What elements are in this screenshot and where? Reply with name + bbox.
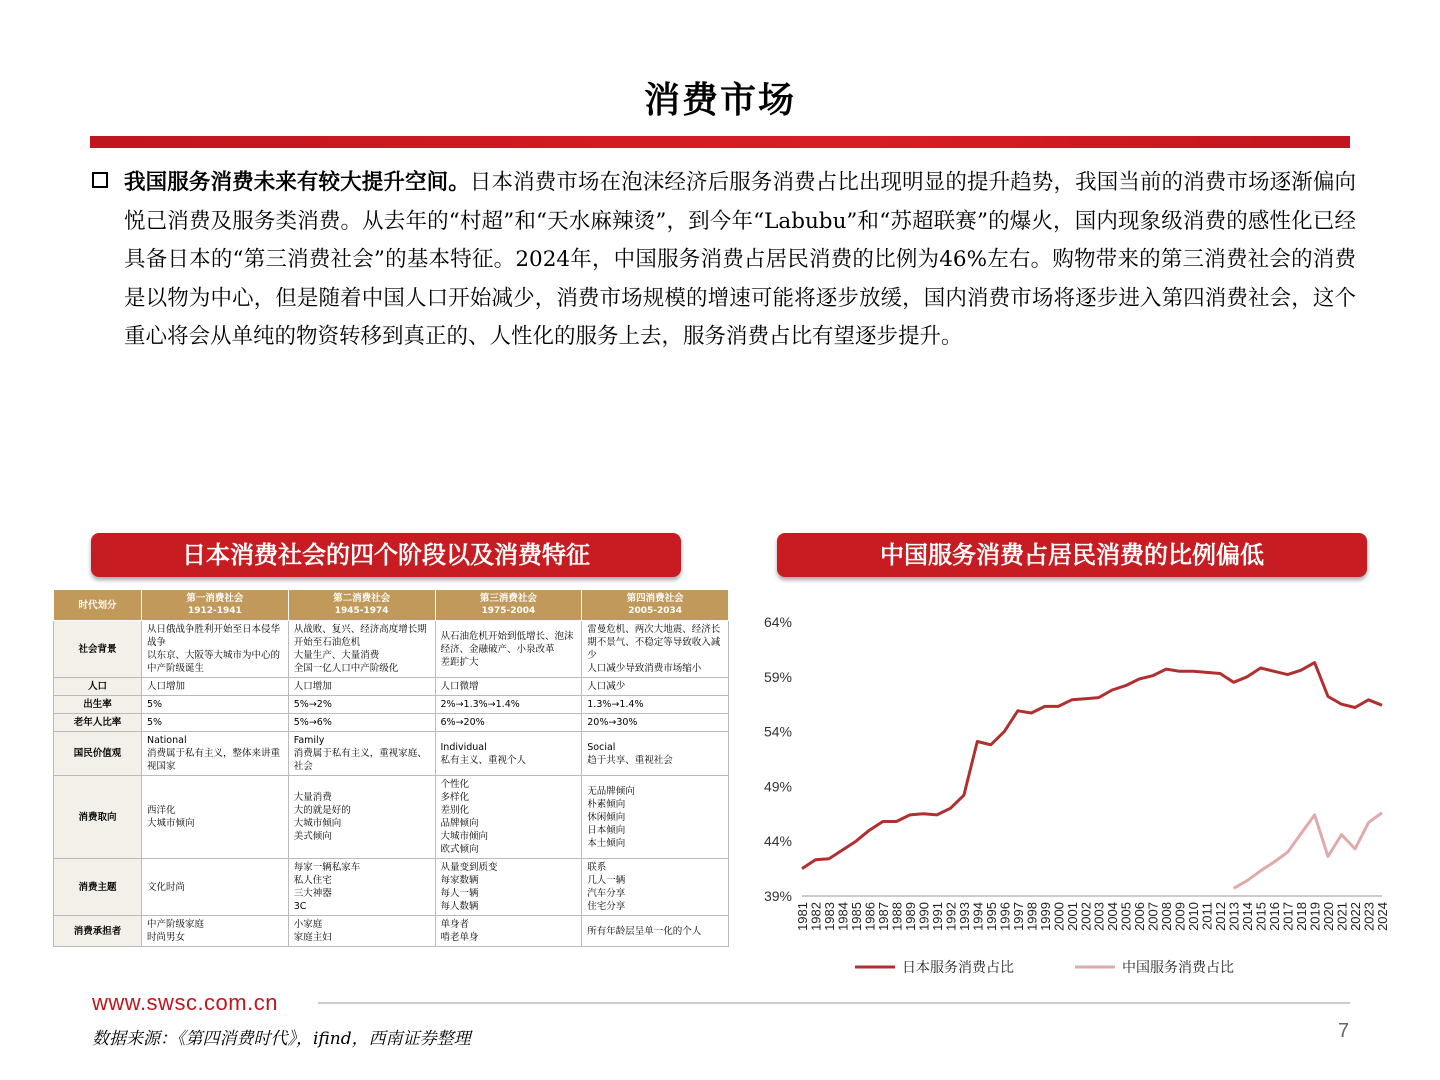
summary-body: 日本消费市场在泡沫经济后服务消费占比出现明显的提升趋势，我国当前的消费市场逐渐偏向悦己消费及服务类消费。从去年的“村超”和“天水麻辣烫”，到今年“Labubu”和“苏超联赛”的爆火，国内现象级消费的感性化已经具备日本的“第三消费社会”的基本特征。2024年，中国服务消费占居民消费的比例为46%左右。购物带来的第三消费社会的消费是以物为中心，但是随着中国人口开始减少，消费市场规模的增速可能将逐步放缓，国内消费市场将逐步进入第四消费社会，这个重心将会从单纯的物资转移到真正的、人性化的服务上去，服务消费占比有望逐步提升。 bbox=[124, 170, 1356, 349]
x-tick-label: 2019 bbox=[1307, 902, 1323, 931]
x-tick-label: 1998 bbox=[1024, 902, 1040, 931]
title-divider-bar bbox=[90, 136, 1350, 148]
y-tick-label: 54% bbox=[763, 723, 792, 740]
x-tick-label: 2022 bbox=[1348, 902, 1364, 931]
x-tick-label: 1982 bbox=[808, 902, 824, 931]
x-tick-label: 1981 bbox=[795, 902, 810, 931]
table-row bbox=[54, 859, 729, 916]
data-source-note: 数据来源：《第四消费时代》，ifind，西南证券整理 bbox=[92, 1029, 471, 1049]
table-cell: 文化时尚 bbox=[142, 859, 289, 916]
x-tick-label: 2016 bbox=[1267, 902, 1283, 931]
table-row bbox=[54, 621, 729, 678]
x-tick-label: 2013 bbox=[1226, 902, 1242, 931]
x-tick-label: 2002 bbox=[1078, 902, 1094, 931]
row-label: 出生率 bbox=[54, 696, 142, 714]
column-header-name: 第三消费社会 bbox=[479, 593, 537, 604]
x-tick-label: 2001 bbox=[1064, 902, 1080, 931]
table-cell: 人口减少 bbox=[582, 678, 729, 696]
table-cell: 人口增加 bbox=[142, 678, 289, 696]
table-cell: 单身者 啃老单身 bbox=[435, 916, 582, 947]
y-tick-label: 44% bbox=[763, 833, 792, 850]
row-label: 消费主题 bbox=[54, 859, 142, 916]
consumption-stages-table bbox=[53, 589, 729, 947]
table-cell: 无品牌倾向 朴素倾向 休闲倾向 日本倾向 本土倾向 bbox=[582, 776, 729, 859]
x-tick-label: 2012 bbox=[1213, 902, 1229, 931]
china-series-line bbox=[1234, 813, 1382, 889]
table-row bbox=[54, 714, 729, 732]
row-label: 消费承担者 bbox=[54, 916, 142, 947]
x-tick-label: 2017 bbox=[1280, 902, 1296, 931]
table-cell: Individual 私有主义、重视个人 bbox=[435, 732, 582, 776]
table-cell: 西洋化 大城市倾向 bbox=[142, 776, 289, 859]
table-cell: 从战败、复兴、经济高度增长期开始至石油危机 大量生产、大量消费 全国一亿人口中产阶级化 bbox=[288, 621, 435, 678]
x-tick-label: 1999 bbox=[1037, 902, 1053, 931]
column-header-years: 1975-2004 bbox=[481, 606, 536, 616]
x-tick-label: 1986 bbox=[862, 902, 878, 931]
summary-paragraph bbox=[124, 164, 1356, 357]
table-cell: 5% bbox=[142, 696, 289, 714]
x-tick-label: 2009 bbox=[1172, 902, 1188, 931]
table-cell: National 消费属于私有主义，整体来讲重视国家 bbox=[142, 732, 289, 776]
column-header-name: 第二消费社会 bbox=[333, 593, 391, 604]
x-tick-label: 1996 bbox=[997, 902, 1013, 931]
x-tick-label: 2008 bbox=[1159, 902, 1175, 931]
x-tick-label: 2021 bbox=[1334, 902, 1350, 931]
x-tick-label: 2005 bbox=[1118, 902, 1134, 931]
x-tick-label: 2007 bbox=[1145, 902, 1161, 931]
table-cell: 从石油危机开始到低增长、泡沫经济、金融破产、小泉改革 差距扩大 bbox=[435, 621, 582, 678]
x-tick-label: 1990 bbox=[916, 902, 932, 931]
right-panel-title: 中国服务消费占居民消费的比例偏低 bbox=[777, 533, 1367, 577]
table-row bbox=[54, 696, 729, 714]
y-tick-label: 64% bbox=[763, 614, 792, 630]
footer-divider bbox=[318, 1002, 1350, 1004]
table-cell: 个性化 多样化 差别化 品牌倾向 大城市倾向 欧式倾向 bbox=[435, 776, 582, 859]
legend-china-label: 中国服务消费占比 bbox=[1122, 960, 1234, 976]
x-tick-label: 2018 bbox=[1294, 902, 1310, 931]
x-tick-label: 1992 bbox=[943, 902, 959, 931]
x-tick-label: 2023 bbox=[1361, 902, 1377, 931]
table-cell: 人口微增 bbox=[435, 678, 582, 696]
legend-japan-label: 日本服务消费占比 bbox=[902, 960, 1014, 976]
table-cell: 5%→2% bbox=[288, 696, 435, 714]
table-cell: 所有年龄层呈单一化的个人 bbox=[582, 916, 729, 947]
table-corner-header: 时代划分 bbox=[54, 590, 142, 621]
table-cell: 5% bbox=[142, 714, 289, 732]
column-header bbox=[435, 590, 582, 621]
x-tick-label: 2006 bbox=[1132, 902, 1148, 931]
y-tick-label: 39% bbox=[763, 888, 792, 904]
table-cell: 小家庭 家庭主妇 bbox=[288, 916, 435, 947]
table-cell: 中产阶级家庭 时尚男女 bbox=[142, 916, 289, 947]
x-tick-label: 1983 bbox=[821, 902, 837, 931]
table-cell: Family 消费属于私有主义，重视家庭、社会 bbox=[288, 732, 435, 776]
table-cell: 1.3%→1.4% bbox=[582, 696, 729, 714]
summary-lead: 我国服务消费未来有较大提升空间。 bbox=[124, 170, 470, 195]
column-header-years: 1912-1941 bbox=[187, 606, 242, 616]
left-panel-title: 日本消费社会的四个阶段以及消费特征 bbox=[91, 533, 681, 577]
table-cell: Social 趋于共享、重视社会 bbox=[582, 732, 729, 776]
x-tick-label: 1991 bbox=[929, 902, 945, 931]
x-tick-label: 2024 bbox=[1375, 902, 1390, 931]
page-number: 7 bbox=[1338, 1020, 1350, 1042]
square-bullet-icon bbox=[92, 172, 108, 188]
x-tick-label: 1987 bbox=[875, 902, 891, 931]
row-label: 消费取向 bbox=[54, 776, 142, 859]
x-tick-label: 2011 bbox=[1199, 902, 1215, 930]
column-header-name: 第一消费社会 bbox=[186, 593, 244, 604]
x-tick-label: 2003 bbox=[1091, 902, 1107, 931]
table-cell: 5%→6% bbox=[288, 714, 435, 732]
x-tick-label: 1995 bbox=[983, 902, 999, 931]
x-tick-label: 2004 bbox=[1105, 902, 1121, 931]
x-tick-label: 1985 bbox=[848, 902, 864, 931]
x-tick-label: 1994 bbox=[970, 902, 986, 931]
table-row bbox=[54, 916, 729, 947]
x-tick-label: 2020 bbox=[1321, 902, 1337, 931]
row-label: 国民价值观 bbox=[54, 732, 142, 776]
x-tick-label: 2014 bbox=[1240, 902, 1256, 931]
footer-url[interactable]: www.swsc.com.cn bbox=[92, 990, 278, 1015]
x-tick-label: 1997 bbox=[1010, 902, 1026, 931]
column-header bbox=[582, 590, 729, 621]
japan-series-line bbox=[802, 663, 1382, 869]
table-cell: 从量变到质变 每家数辆 每人一辆 每人数辆 bbox=[435, 859, 582, 916]
table-cell: 联系 几人一辆 汽车分享 住宅分享 bbox=[582, 859, 729, 916]
column-header-name: 第四消费社会 bbox=[626, 593, 684, 604]
table-cell: 大量消费 大的就是好的 大城市倾向 美式倾向 bbox=[288, 776, 435, 859]
row-label: 老年人比率 bbox=[54, 714, 142, 732]
x-tick-label: 2015 bbox=[1253, 902, 1269, 931]
table-cell: 每家一辆私家车 私人住宅 三大神器 3C bbox=[288, 859, 435, 916]
row-label: 人口 bbox=[54, 678, 142, 696]
table-row bbox=[54, 732, 729, 776]
x-tick-label: 1993 bbox=[956, 902, 972, 931]
table-cell: 20%→30% bbox=[582, 714, 729, 732]
x-tick-label: 2000 bbox=[1051, 902, 1067, 931]
x-tick-label: 1984 bbox=[835, 902, 851, 931]
service-consumption-line-chart bbox=[760, 600, 1400, 980]
row-label: 社会背景 bbox=[54, 621, 142, 678]
column-header-years: 2005-2034 bbox=[628, 606, 683, 616]
column-header-years: 1945-1974 bbox=[334, 606, 389, 616]
table-row bbox=[54, 678, 729, 696]
table-cell: 6%→20% bbox=[435, 714, 582, 732]
x-tick-label: 1989 bbox=[902, 902, 918, 931]
y-tick-label: 59% bbox=[763, 668, 792, 685]
page-title: 消费市场 bbox=[643, 79, 796, 121]
column-header bbox=[142, 590, 289, 621]
y-tick-label: 49% bbox=[763, 778, 792, 795]
column-header bbox=[288, 590, 435, 621]
table-cell: 从日俄战争胜利开始至日本侵华战争 以东京、大阪等大城市为中心的中产阶级诞生 bbox=[142, 621, 289, 678]
x-tick-label: 1988 bbox=[889, 902, 905, 931]
table-cell: 2%→1.3%→1.4% bbox=[435, 696, 582, 714]
x-tick-label: 2010 bbox=[1186, 902, 1202, 931]
table-row bbox=[54, 776, 729, 859]
table-cell: 雷曼危机、两次大地震、经济长期不景气、不稳定等导致收入减少 人口减少导致消费市场缩小 bbox=[582, 621, 729, 678]
table-cell: 人口增加 bbox=[288, 678, 435, 696]
